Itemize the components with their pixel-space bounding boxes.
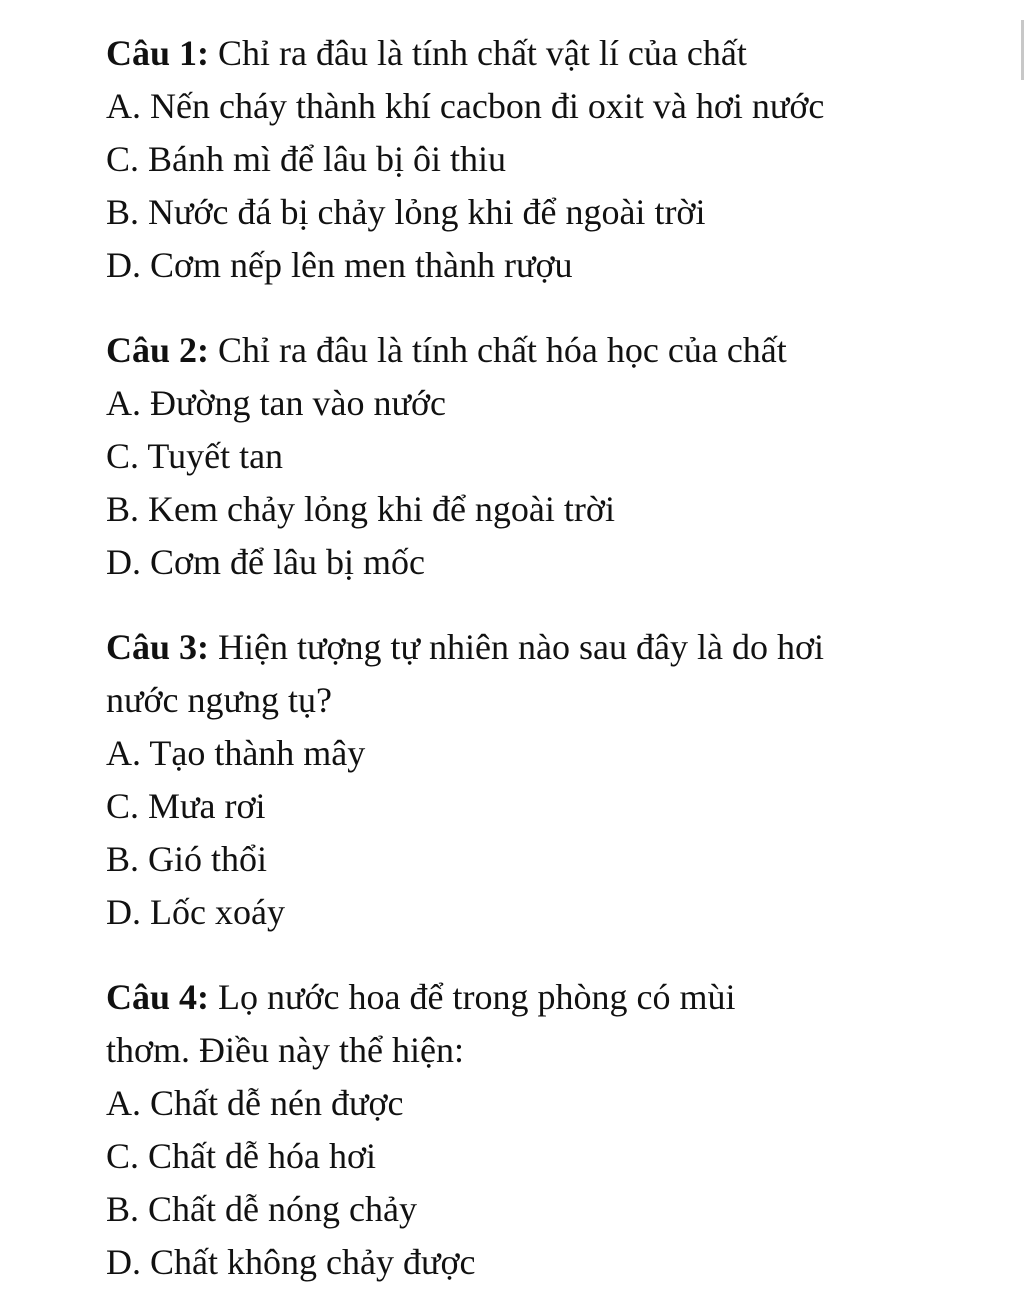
question-4-text: Lọ nước hoa để trong phòng có mùi xyxy=(218,977,736,1017)
question-1-text: Chỉ ra đâu là tính chất vật lí của chất xyxy=(218,33,747,73)
question-1-option-a: A. Nến cháy thành khí cacbon đi oxit và hơi nước xyxy=(106,86,825,126)
question-2-title xyxy=(106,324,1006,377)
quiz-document xyxy=(106,0,1006,1289)
question-2-option-c: C. Tuyết tan xyxy=(106,436,284,476)
question-2-text: Chỉ ra đâu là tính chất hóa học của chất xyxy=(218,330,787,370)
question-4-text-continued: thơm. Điều này thể hiện: xyxy=(106,1030,464,1070)
question-2-label: Câu 2: xyxy=(106,330,210,370)
question-4-label: Câu 4: xyxy=(106,977,210,1017)
question-4-title xyxy=(106,971,1006,1024)
question-3-text: Hiện tượng tự nhiên nào sau đây là do hơi xyxy=(218,627,825,667)
question-spacer xyxy=(106,589,1006,621)
question-1-option-c: C. Bánh mì để lâu bị ôi thiu xyxy=(106,139,506,179)
question-3-option-b: B. Gió thổi xyxy=(106,839,268,879)
question-spacer xyxy=(106,939,1006,971)
question-3-label: Câu 3: xyxy=(106,627,210,667)
question-1-option-d: D. Cơm nếp lên men thành rượu xyxy=(106,245,573,285)
question-2-option-d: D. Cơm để lâu bị mốc xyxy=(106,542,425,582)
question-1-title xyxy=(106,27,1006,80)
question-2 xyxy=(106,324,1006,589)
question-4-option-d: D. Chất không chảy được xyxy=(106,1242,476,1282)
question-3-option-d: D. Lốc xoáy xyxy=(106,892,285,932)
question-3-title xyxy=(106,621,1006,674)
question-4-option-c: C. Chất dễ hóa hơi xyxy=(106,1136,376,1176)
question-2-option-b: B. Kem chảy lỏng khi để ngoài trời xyxy=(106,489,615,529)
question-spacer xyxy=(106,292,1006,324)
question-4 xyxy=(106,971,1006,1289)
question-2-option-a: A. Đường tan vào nước xyxy=(106,383,447,423)
question-1-label: Câu 1: xyxy=(106,33,210,73)
question-3-text-continued: nước ngưng tụ? xyxy=(106,680,333,720)
question-1 xyxy=(106,27,1006,292)
question-3-option-a: A. Tạo thành mây xyxy=(106,733,366,773)
question-4-option-b: B. Chất dễ nóng chảy xyxy=(106,1189,417,1229)
question-3 xyxy=(106,621,1006,939)
question-1-option-b: B. Nước đá bị chảy lỏng khi để ngoài trời xyxy=(106,192,706,232)
question-4-option-a: A. Chất dễ nén được xyxy=(106,1083,404,1123)
question-3-option-c: C. Mưa rơi xyxy=(106,786,266,826)
